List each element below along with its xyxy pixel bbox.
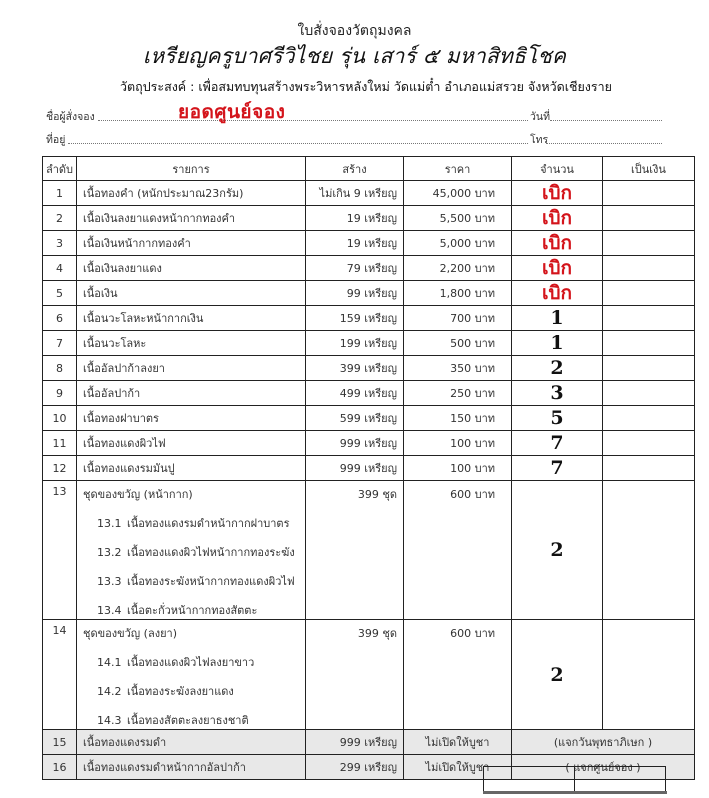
- row-qty: เบิก: [541, 232, 573, 254]
- subitem-label: เนื้อทองแดงผิวไฟหน้ากากทองระฆัง: [127, 546, 295, 559]
- row-item: เนื้อเงินหน้ากากทองคำ: [77, 231, 306, 256]
- subitem-label: เนื้อทองแดงรมดำหน้ากากฝาบาตร: [127, 517, 290, 530]
- row-item: เนื้อทองคำ (หนักประมาณ23กรัม): [77, 181, 306, 206]
- row-price: 45,000 บาท: [404, 181, 512, 206]
- total-box: [483, 766, 666, 793]
- row-distribution-note: ( แจกศูนย์จอง ): [512, 755, 695, 780]
- row-item: เนื้อเงิน: [77, 281, 306, 306]
- row-number: 16: [43, 755, 77, 780]
- table-row: [43, 331, 695, 356]
- purpose-text: วัตถุประสงค์ : เพื่อสมทบทุนสร้างพระวิหารหลังใหม่ วัดแม่ต๋ำ อำเภอแม่สรวย จังหวัดเชียงราย: [120, 79, 612, 94]
- set-subitem: [83, 543, 305, 561]
- row-qty: เบิก: [541, 257, 573, 279]
- col-header-price: ราคา: [404, 157, 512, 181]
- row-item: เนื้อทองแดงรมดำ: [77, 730, 306, 755]
- row-amount-cell[interactable]: [603, 331, 695, 356]
- subitem-number: 14.2: [97, 685, 122, 698]
- subitem-label: เนื้อตะกั่วหน้ากากทองสัตตะ: [127, 604, 258, 617]
- row-price: 5,500 บาท: [404, 206, 512, 231]
- row-made: 999 เหรียญ: [306, 456, 404, 481]
- col-header-no: ลำดับ: [43, 157, 77, 181]
- row-price: 2,200 บาท: [404, 256, 512, 281]
- row-number: 15: [43, 730, 77, 755]
- table-row-set: [43, 620, 695, 730]
- row-number: 8: [43, 356, 77, 381]
- row-amount-cell[interactable]: [603, 456, 695, 481]
- date-label: วันที่: [530, 111, 550, 123]
- subitem-label: เนื้อทองระฆังหน้ากากทองแดงผิวไฟ: [127, 575, 295, 588]
- row-item-cell: [77, 620, 306, 730]
- row-amount-cell[interactable]: [603, 381, 695, 406]
- row-number: 3: [43, 231, 77, 256]
- table-row: [43, 381, 695, 406]
- row-item: เนื้อทองแดงรมมันปู: [77, 456, 306, 481]
- row-distribution-note: (แจกวันพุทธาภิเษก ): [512, 730, 695, 755]
- row-number: 2: [43, 206, 77, 231]
- row-qty-cell[interactable]: [512, 356, 603, 381]
- row-number: 7: [43, 331, 77, 356]
- row-qty-cell[interactable]: [512, 431, 603, 456]
- phone-label: โทร: [530, 134, 549, 146]
- row-made: 19 เหรียญ: [306, 231, 404, 256]
- date-dotted-line[interactable]: [550, 120, 662, 121]
- row-qty: 2: [550, 539, 564, 561]
- row-number: 14: [43, 620, 77, 730]
- col-header-made: สร้าง: [306, 157, 404, 181]
- set-title: ชุดของขวัญ (หน้ากาก): [83, 488, 193, 501]
- row-price-note: ไม่เปิดให้บูชา: [404, 755, 512, 780]
- row-qty: 5: [550, 407, 564, 429]
- row-made: 499 เหรียญ: [306, 381, 404, 406]
- row-qty: 1: [550, 332, 564, 354]
- row-qty-cell[interactable]: [512, 456, 603, 481]
- row-made: 399 ชุด: [306, 481, 404, 620]
- table-row: [43, 206, 695, 231]
- row-number: 11: [43, 431, 77, 456]
- row-made: 599 เหรียญ: [306, 406, 404, 431]
- form-title: ใบสั่งจองวัตถุมงคล: [297, 23, 412, 39]
- table-row: [43, 431, 695, 456]
- row-qty-cell[interactable]: [512, 181, 603, 206]
- coin-title: เหรียญครูบาศรีวิไชย รุ่น เสาร์ ๕ มหาสิทธิโชค: [142, 44, 567, 68]
- row-number: 13: [43, 481, 77, 620]
- row-price: 250 บาท: [404, 381, 512, 406]
- row-price: 600 บาท: [404, 620, 512, 730]
- row-made: 159 เหรียญ: [306, 306, 404, 331]
- row-number: 6: [43, 306, 77, 331]
- col-header-amount: เป็นเงิน: [603, 157, 695, 181]
- row-item: เนื้อนวะโลหะหน้ากากเงิน: [77, 306, 306, 331]
- row-price: 600 บาท: [404, 481, 512, 620]
- row-price-note: ไม่เปิดให้บูชา: [404, 730, 512, 755]
- row-made: 999 เหรียญ: [306, 431, 404, 456]
- row-price: 700 บาท: [404, 306, 512, 331]
- subitem-number: 14.1: [97, 656, 122, 669]
- subitem-number: 13.2: [97, 546, 122, 559]
- row-qty-cell[interactable]: [512, 406, 603, 431]
- set-subitem: [83, 653, 305, 671]
- table-row: [43, 356, 695, 381]
- row-qty-cell[interactable]: [512, 281, 603, 306]
- set-subitem: [83, 711, 305, 729]
- total-qty-cell[interactable]: [484, 767, 575, 793]
- orderer-value[interactable]: ยอดศูนย์จอง: [178, 101, 286, 123]
- row-amount-cell[interactable]: [603, 181, 695, 206]
- row-item: เนื้อทองแดงรมดำหน้ากากอัลปาก้า: [77, 755, 306, 780]
- row-item: เนื้อเงินลงยาแดง: [77, 256, 306, 281]
- table-row-gift: [43, 730, 695, 755]
- row-item: เนื้ออัลปาก้า: [77, 381, 306, 406]
- orderer-dotted-line: [98, 120, 528, 121]
- row-made: 19 เหรียญ: [306, 206, 404, 231]
- set-subitem: [83, 514, 305, 532]
- row-item: เนื้อนวะโลหะ: [77, 331, 306, 356]
- subitem-label: เนื้อทองแดงผิวไฟลงยาขาว: [127, 656, 255, 669]
- row-amount-cell[interactable]: [603, 481, 695, 620]
- row-made: 999 เหรียญ: [306, 730, 404, 755]
- row-number: 5: [43, 281, 77, 306]
- row-qty: 2: [550, 663, 564, 686]
- row-qty: เบิก: [541, 207, 573, 229]
- table-header-row: [43, 157, 695, 181]
- row-price: 100 บาท: [404, 431, 512, 456]
- col-header-qty: จำนวน: [512, 157, 603, 181]
- row-number: 1: [43, 181, 77, 206]
- row-price: 500 บาท: [404, 331, 512, 356]
- col-header-item: รายการ: [77, 157, 306, 181]
- row-amount-cell[interactable]: [603, 256, 695, 281]
- row-amount-cell[interactable]: [603, 306, 695, 331]
- row-qty-cell[interactable]: [512, 620, 603, 730]
- row-item: เนื้ออัลปาก้าลงยา: [77, 356, 306, 381]
- subitem-number: 13.1: [97, 517, 122, 530]
- row-made: 79 เหรียญ: [306, 256, 404, 281]
- row-price: 5,000 บาท: [404, 231, 512, 256]
- row-price: 150 บาท: [404, 406, 512, 431]
- row-number: 12: [43, 456, 77, 481]
- subitem-label: เนื้อทองสัตตะลงยาธงชาติ: [127, 714, 249, 727]
- table-row: [43, 231, 695, 256]
- set-subitem: [83, 601, 305, 619]
- row-amount-cell[interactable]: [603, 356, 695, 381]
- row-made: 99 เหรียญ: [306, 281, 404, 306]
- row-item: เนื้อเงินลงยาแดงหน้ากากทองคำ: [77, 206, 306, 231]
- row-price: 100 บาท: [404, 456, 512, 481]
- row-amount-cell[interactable]: [603, 431, 695, 456]
- row-qty: 7: [550, 432, 564, 454]
- row-item: เนื้อทองแดงผิวไฟ: [77, 431, 306, 456]
- row-made: 399 เหรียญ: [306, 356, 404, 381]
- orderer-label: ชื่อผู้สั่งจอง: [46, 111, 95, 123]
- row-made: 299 เหรียญ: [306, 755, 404, 780]
- row-amount-cell[interactable]: [603, 231, 695, 256]
- row-price: 1,800 บาท: [404, 281, 512, 306]
- set-title: ชุดของขวัญ (ลงยา): [83, 627, 177, 640]
- table-row: [43, 456, 695, 481]
- row-qty: เบิก: [541, 182, 573, 204]
- address-label: ที่อยู่: [46, 134, 66, 146]
- subitem-number: 13.4: [97, 604, 122, 617]
- subitem-number: 13.3: [97, 575, 122, 588]
- row-amount-cell[interactable]: [603, 620, 695, 730]
- table-row-set: [43, 481, 695, 620]
- row-qty-cell[interactable]: [512, 206, 603, 231]
- row-made: ไม่เกิน 9 เหรียญ: [306, 181, 404, 206]
- row-number: 9: [43, 381, 77, 406]
- set-subitem: [83, 572, 305, 590]
- table-row: [43, 406, 695, 431]
- row-amount-cell[interactable]: [603, 281, 695, 306]
- row-qty: 2: [550, 357, 564, 379]
- row-qty: เบิก: [541, 282, 573, 304]
- row-qty-cell[interactable]: [512, 481, 603, 620]
- row-made: 399 ชุด: [306, 620, 404, 730]
- table-row: [43, 181, 695, 206]
- phone-dotted-line[interactable]: [546, 143, 662, 144]
- subitem-label: เนื้อทองระฆังลงยาแดง: [127, 685, 234, 698]
- row-number: 10: [43, 406, 77, 431]
- row-qty-cell[interactable]: [512, 306, 603, 331]
- table-row: [43, 281, 695, 306]
- row-amount-cell[interactable]: [603, 406, 695, 431]
- row-qty-cell[interactable]: [512, 231, 603, 256]
- row-qty: 3: [550, 382, 564, 404]
- row-qty-cell[interactable]: [512, 331, 603, 356]
- table-row: [43, 306, 695, 331]
- address-dotted-line[interactable]: [68, 143, 528, 144]
- total-box-underline: [483, 791, 667, 794]
- row-number: 4: [43, 256, 77, 281]
- table-row: [43, 256, 695, 281]
- row-qty: 1: [550, 307, 564, 329]
- row-qty: 7: [550, 457, 564, 479]
- row-qty-cell[interactable]: [512, 381, 603, 406]
- order-table: [42, 156, 695, 780]
- row-item: เนื้อทองฝาบาตร: [77, 406, 306, 431]
- set-subitem: [83, 682, 305, 700]
- total-amount-cell[interactable]: [575, 767, 666, 793]
- row-qty-cell[interactable]: [512, 256, 603, 281]
- subitem-number: 14.3: [97, 714, 122, 727]
- row-made: 199 เหรียญ: [306, 331, 404, 356]
- row-price: 350 บาท: [404, 356, 512, 381]
- row-item-cell: [77, 481, 306, 620]
- row-amount-cell[interactable]: [603, 206, 695, 231]
